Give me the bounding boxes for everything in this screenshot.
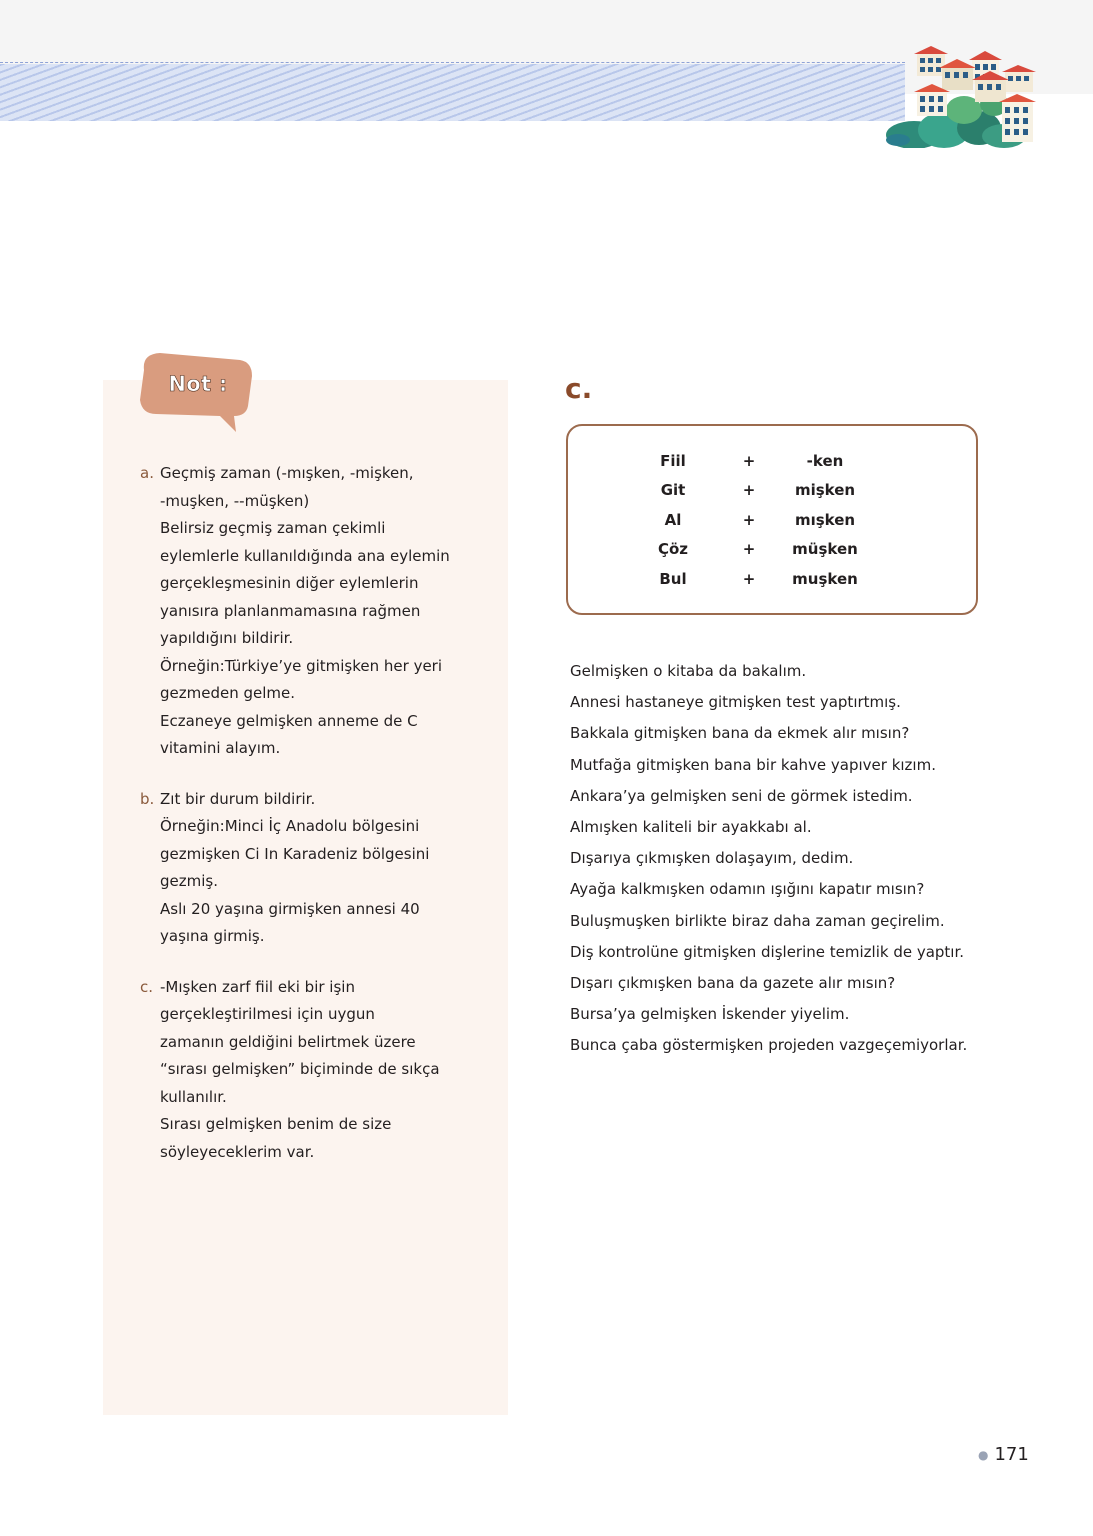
page-number: [978, 1444, 1029, 1465]
suffix-table-cell: Git: [660, 481, 686, 500]
note-item-text: [160, 974, 480, 1167]
note-text-line: Sırası gelmişken benim de size: [160, 1115, 392, 1133]
suffix-table-row: [638, 446, 860, 476]
note-text-line: yapıldığını bildirir.: [160, 629, 294, 647]
suffix-table-cell: +: [742, 510, 756, 529]
suffix-table-cell: mişken: [794, 481, 856, 500]
suffix-table-cell: +: [742, 481, 756, 500]
example-sentence: Almışken kaliteli bir ayakkabı al.: [570, 818, 812, 837]
note-item-marker: c.: [140, 977, 154, 996]
note-text-line: -muşken, --müşken): [160, 491, 310, 510]
note-title: Not :: [168, 372, 228, 396]
note-item-text: [160, 460, 480, 763]
example-sentence: Buluşmuşken birlikte biraz daha zaman geçirelim.: [570, 911, 945, 930]
note-text-line: vitamini alayım.: [160, 739, 281, 757]
note-list: [140, 460, 480, 1189]
suffix-table-cell: -ken: [806, 451, 844, 470]
note-text-line: gerçekleşmesinin diğer eylemlerin: [160, 574, 419, 592]
note-text-line: gezmiş.: [160, 872, 218, 890]
note-text-line: eylemlerle kullanıldığında ana eylemin: [160, 546, 450, 565]
note-item-text: [160, 786, 480, 951]
suffix-table-cell: +: [742, 451, 756, 470]
note-item: [140, 460, 480, 763]
village-houses-illustration: [884, 40, 1044, 148]
example-sentence: Gelmişken o kitaba da bakalım.: [570, 662, 807, 680]
example-sentence: Annesi hastaneye gitmişken test yaptırtmış.: [570, 693, 901, 712]
suffix-table-row: [638, 476, 860, 506]
note-item-marker: a.: [140, 464, 154, 482]
note-item-marker: b.: [140, 789, 155, 808]
note-text-line: gerçekleştirilmesi için uygun: [160, 1005, 375, 1023]
suffix-table: [638, 446, 860, 594]
example-sentence: Ayağa kalkmışken odamın ışığını kapatır mısın?: [570, 880, 925, 899]
suffix-table-cell: muşken: [792, 569, 858, 588]
example-sentence: Dışarıya çıkmışken dolaşayım, dedim.: [570, 849, 854, 868]
suffix-table-cell: Al: [664, 510, 682, 529]
note-text-line: Aslı 20 yaşına girmişken annesi 40: [160, 899, 420, 918]
example-sentences: [570, 656, 967, 1062]
section-letter: c.: [565, 372, 593, 405]
note-text-line: gezmeden gelme.: [160, 684, 296, 702]
suffix-table-cell: müşken: [792, 540, 858, 559]
example-sentence: Diş kontrolüne gitmişken dişlerine temizlik de yaptır.: [570, 942, 965, 961]
example-sentence: Bursa’ya gelmişken İskender yiyelim.: [570, 1005, 850, 1024]
note-item: [140, 974, 480, 1167]
note-text-line: Örneğin:Minci İç Anadolu bölgesini: [160, 817, 420, 835]
note-text-line: yanısıra planlanmamasına rağmen: [160, 601, 421, 620]
note-item: [140, 786, 480, 951]
note-text-line: Zıt bir durum bildirir.: [160, 789, 316, 808]
note-text-line: zamanın geldiğini belirtmek üzere: [160, 1032, 416, 1051]
page-number-value: 171: [994, 1444, 1029, 1465]
suffix-table-row: [638, 564, 860, 594]
suffix-table-cell: +: [742, 540, 756, 559]
suffix-table-box: [566, 424, 978, 615]
note-text-line: Eczaneye gelmişken anneme de C: [160, 711, 418, 730]
example-sentence: Ankara’ya gelmişken seni de görmek istedim.: [570, 786, 913, 805]
suffix-table-cell: +: [742, 569, 756, 588]
note-text-line: yaşına girmiş.: [160, 927, 265, 945]
note-text-line: Geçmiş zaman (-mışken, -mişken,: [160, 464, 414, 482]
note-text-line: gezmişken Ci In Karadeniz bölgesini: [160, 844, 430, 863]
suffix-table-row: [638, 505, 860, 535]
example-sentence: Bakkala gitmişken bana da ekmek alır mısın?: [570, 724, 910, 743]
example-sentence: Dışarı çıkmışken bana da gazete alır mısın?: [570, 974, 896, 993]
note-text-line: kullanılır.: [160, 1087, 227, 1106]
header-dashed-line: [0, 62, 905, 63]
suffix-table-cell: Çöz: [657, 540, 689, 559]
example-sentence: Bunca çaba göstermişken projeden vazgeçemiyorlar.: [570, 1036, 968, 1055]
suffix-table-cell: Bul: [659, 569, 687, 588]
suffix-table-row: [638, 535, 860, 565]
suffix-table-cell: mışken: [794, 510, 856, 529]
page-dot-icon: ●: [978, 1448, 989, 1462]
suffix-table-cell: Fiil: [660, 451, 686, 470]
example-sentence: Mutfağa gitmişken bana bir kahve yapıver kızım.: [570, 755, 936, 774]
note-text-line: söyleyeceklerim var.: [160, 1142, 315, 1161]
note-text-line: -Mışken zarf fiil eki bir işin: [160, 977, 355, 996]
note-text-line: Örneğin:Türkiye’ye gitmişken her yeri: [160, 656, 443, 675]
note-text-line: “sırası gelmişken” biçiminde de sıkça: [160, 1060, 440, 1078]
note-text-line: Belirsiz geçmiş zaman çekimli: [160, 519, 386, 537]
header-stripe-band: [0, 64, 905, 121]
